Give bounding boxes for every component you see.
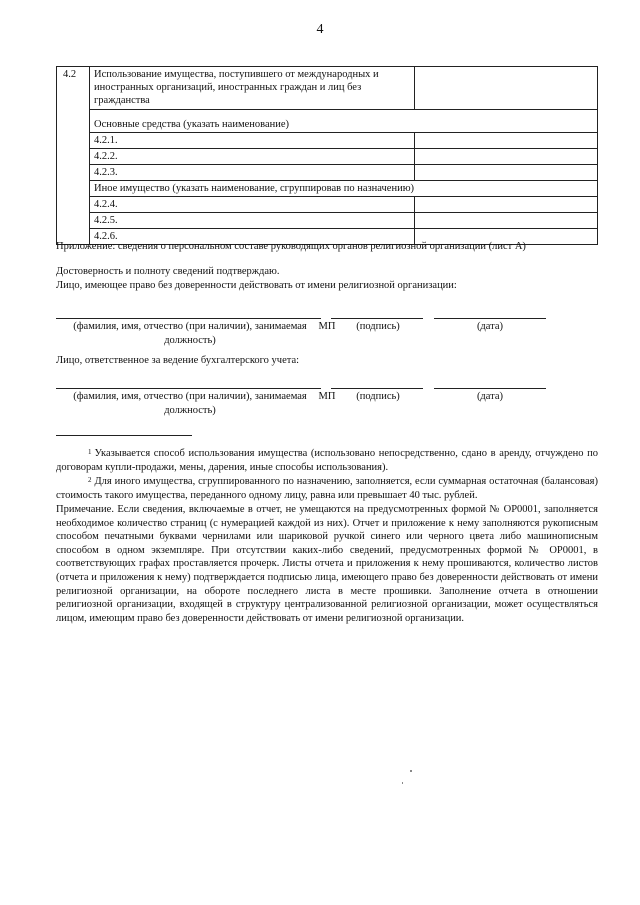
date-caption: (дата) xyxy=(476,391,504,402)
other-property-header-row xyxy=(57,181,598,197)
row-value-cell[interactable] xyxy=(415,165,598,181)
date-line[interactable] xyxy=(434,318,546,319)
head-person-label: Лицо, имеющее право без доверенности действовать от имени религиозной организации: xyxy=(56,280,457,291)
table-row xyxy=(57,213,598,229)
row-label: 4.2.1. xyxy=(90,133,415,149)
name-position-caption: (фамилия, имя, отчество (при наличии), занимаемая должность) xyxy=(73,391,307,416)
table-row xyxy=(57,197,598,213)
name-position-line[interactable] xyxy=(56,318,321,319)
appendix-note: Приложение: сведения о персональном составе руководящих органов религиозной организации (лист А) xyxy=(56,241,526,252)
row-label: 4.2.6. xyxy=(90,229,415,245)
section-header-row xyxy=(57,67,598,110)
table-row xyxy=(57,133,598,149)
footnote-2: $^2$ Для иного имущества, сгруппированного по назначению, заполняется, если суммарная остаточная (балансовая) стоимость такого имущества, переданного одному лицу, равна или превышает 40 тыс. рублей. xyxy=(56,476,598,501)
fixed-assets-header-row xyxy=(57,110,598,133)
row-label: 4.2.3. xyxy=(90,165,415,181)
page-number: 4 xyxy=(316,22,324,37)
scan-speck xyxy=(410,770,412,772)
name-position-caption: (фамилия, имя, отчество (при наличии), занимаемая должность) xyxy=(73,321,307,346)
signature-caption: (подпись) xyxy=(356,391,400,402)
footnote-1: $^1$ Указывается способ использования имущества (использовано непосредственно, сдано в аренду, отчуждено по договорам купли-продажи, мены, дарения, иные способы использования). xyxy=(56,448,598,473)
other-property-header: Иное имущество (указать наименование, сгруппировав по назначению) xyxy=(90,181,598,197)
property-usage-table xyxy=(56,66,598,245)
footnote-2-mark: 2 xyxy=(88,476,92,484)
row-value-cell[interactable] xyxy=(415,213,598,229)
row-value-cell[interactable] xyxy=(415,197,598,213)
stamp-label: МП xyxy=(318,321,336,332)
signature-caption: (подпись) xyxy=(356,321,400,332)
section-number: 4.2 xyxy=(57,67,90,245)
note-paragraph: Примечание. Если сведения, включаемые в отчет, не умещаются на предусмотренных формой № ОР0001, заполняется необходимое количество страниц (с нумерацией каждой из них). Отчет и приложение к нему заполняются рукописным способом печатными буквами чернилами или шариковой ручкой синего или черного цвета либо машинописным способом в одном экземпляре. При отсутствии каких-либо сведений, предусмотренных формой № ОР0001, в соответствующих графах проставляется прочерк. Листы отчета и приложения к нему прошиваются, количество листов (отчета и приложения к нему) подтверждается подписью лица, имеющего право без доверенности действовать от имени религиозной организации, на обороте последнего листа в месте прошивки. Заполнение отчета в отношении религиозной организации, входящей в структуру централизованной религиозной организации, может осуществляться лицом, имеющим право без доверенности действовать от имени религиозной организации. xyxy=(56,504,598,624)
row-value-cell[interactable] xyxy=(415,133,598,149)
name-position-line[interactable] xyxy=(56,388,321,389)
scan-speck xyxy=(402,782,403,784)
footnote-1-mark: 1 xyxy=(88,448,92,456)
table-row xyxy=(57,165,598,181)
attestation-confirm: Достоверность и полноту сведений подтверждаю. xyxy=(56,266,280,277)
row-label: 4.2.2. xyxy=(90,149,415,165)
signature-line[interactable] xyxy=(331,388,423,389)
date-caption: (дата) xyxy=(476,321,504,332)
date-line[interactable] xyxy=(434,388,546,389)
row-label: 4.2.5. xyxy=(90,213,415,229)
row-label: 4.2.4. xyxy=(90,197,415,213)
signature-line[interactable] xyxy=(331,318,423,319)
fixed-assets-header: Основные средства (указать наименование) xyxy=(90,110,598,133)
section-title: Использование имущества, поступившего от международных и иностранных организаций, иностранных граждан и лиц без гражданства xyxy=(90,67,415,110)
table-row xyxy=(57,149,598,165)
stamp-label: МП xyxy=(318,391,336,402)
footnote-separator xyxy=(56,435,192,436)
section-value-cell[interactable] xyxy=(415,67,598,110)
accountant-label: Лицо, ответственное за ведение бухгалтерского учета: xyxy=(56,355,300,366)
row-value-cell[interactable] xyxy=(415,149,598,165)
